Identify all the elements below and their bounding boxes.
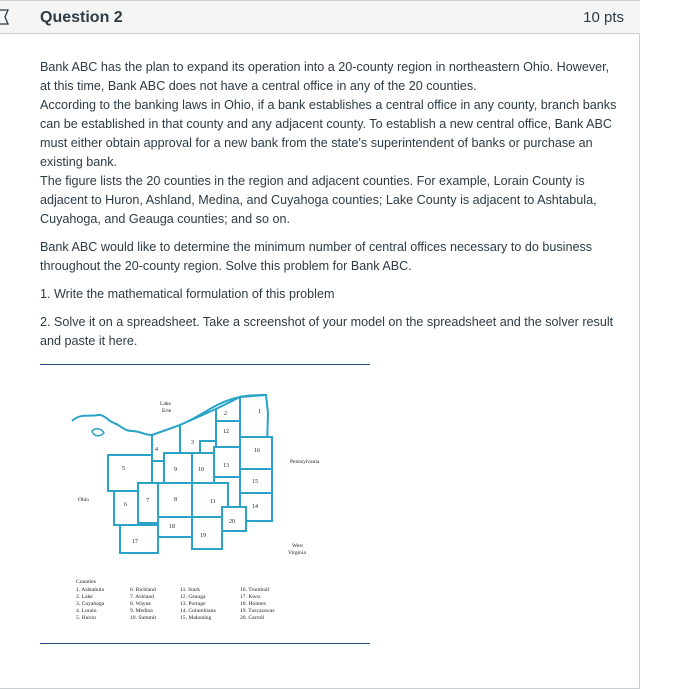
legend-item: 8. Wayne [130, 601, 151, 607]
legend-item: 3. Cuyahoga [76, 601, 105, 607]
county-9 [164, 453, 192, 483]
county-13 [214, 447, 240, 477]
county-number: 2 [224, 411, 227, 417]
legend-item: 18. Holmes [240, 601, 266, 607]
legend-item: 6. Richland [130, 587, 156, 593]
county-number: 9 [174, 467, 177, 473]
county-number: 14 [252, 504, 258, 510]
legend-item: 14. Columbiana [180, 608, 216, 614]
county-number: 11 [210, 499, 216, 505]
county-number: 16 [254, 448, 260, 454]
county-number: 12 [223, 429, 229, 435]
question-header [0, 0, 640, 34]
legend-item: 10. Summit [130, 615, 157, 621]
legend-column-2 [130, 587, 156, 622]
legend-item: 15. Mahoning [180, 615, 212, 621]
legend-column-3 [180, 587, 216, 622]
question-title: Question 2 [40, 9, 123, 26]
question-paragraph: The figure lists the 20 counties in the region and adjacent counties. For example, Lorain County is adjacent to Huron, Ashland, Medina, and Cuyahoga counties; Lake County is adjacent to Ashtabula, Cuyahoga, and Geauga counties; and so on. [40, 174, 597, 226]
question-paragraph: According to the banking laws in Ohio, if a bank establishes a central office in any county, branch banks can be established in that county and any adjacent county. To establish a new central office, Bank ABC must either obtain approval for a new bank from the state's superintendent of banks or purchase an existing bank. [40, 98, 617, 169]
question-body [40, 58, 618, 351]
county-number: 10 [198, 467, 204, 473]
legend-item: 1. Ashtabula [76, 587, 104, 593]
question-paragraph: 1. Write the mathematical formulation of this problem [40, 287, 335, 301]
legend-item: 17. Knox [240, 594, 261, 600]
legend-title: Counties [76, 579, 96, 585]
county-6 [114, 491, 138, 525]
county-number: 20 [229, 519, 235, 525]
west-virginia-label: West [292, 543, 303, 549]
county-number: 8 [174, 497, 177, 503]
legend-item: 16. Trumbull [240, 587, 270, 593]
county-number: 19 [200, 533, 206, 539]
county-number: 4 [155, 447, 158, 453]
question-points: 10 pts [583, 9, 624, 26]
county-map-figure [40, 364, 370, 644]
legend-column-1 [76, 587, 104, 622]
legend-item: 20. Carroll [240, 615, 265, 621]
question-paragraph: 2. Solve it on a spreadsheet. Take a screenshot of your model on the spreadsheet and the solver result and paste it here. [40, 315, 614, 348]
west-virginia-label: Virginia [288, 550, 306, 556]
legend-item: 2. Lake [76, 594, 93, 600]
county-19 [192, 517, 222, 549]
question-paragraph: Bank ABC would like to determine the minimum number of central offices necessary to do business throughout the 20-county region. Solve this problem for Bank ABC. [40, 240, 593, 273]
county-18 [158, 517, 192, 537]
lake-label: Erie [162, 408, 172, 414]
legend-column-4 [240, 587, 275, 622]
county-number: 15 [252, 479, 258, 485]
shore-island [92, 429, 104, 436]
flag-icon[interactable] [0, 7, 14, 27]
county-number: 18 [169, 524, 175, 530]
legend-item: 13. Portage [180, 601, 206, 607]
legend-item: 19. Tuscarawas [240, 608, 275, 614]
county-number: 5 [122, 466, 125, 472]
pennsylvania-label: Pennsylvania [290, 459, 320, 465]
county-number: 6 [124, 502, 127, 508]
legend-item: 5. Huron [76, 615, 96, 621]
county-number: 7 [146, 498, 149, 504]
county-number: 1 [258, 409, 261, 415]
question-paragraph: Bank ABC has the plan to expand its operation into a 20-county region in northeastern Ohio. However, at this time, Bank ABC does not have a central office in any of the 20 counties. [40, 60, 610, 93]
ohio-label: Ohio [78, 497, 89, 503]
legend-item: 12. Geauga [180, 594, 206, 600]
county-number: 3 [191, 440, 194, 446]
legend-item: 11. Stark [180, 587, 200, 593]
legend-item: 9. Medina [130, 608, 153, 614]
county-number: 13 [223, 463, 229, 469]
county-number: 17 [132, 539, 138, 545]
county-17 [120, 525, 158, 553]
legend-item: 7. Ashland [130, 594, 154, 600]
legend-item: 4. Lorain [76, 608, 97, 614]
lake-label: Lake [160, 401, 171, 407]
